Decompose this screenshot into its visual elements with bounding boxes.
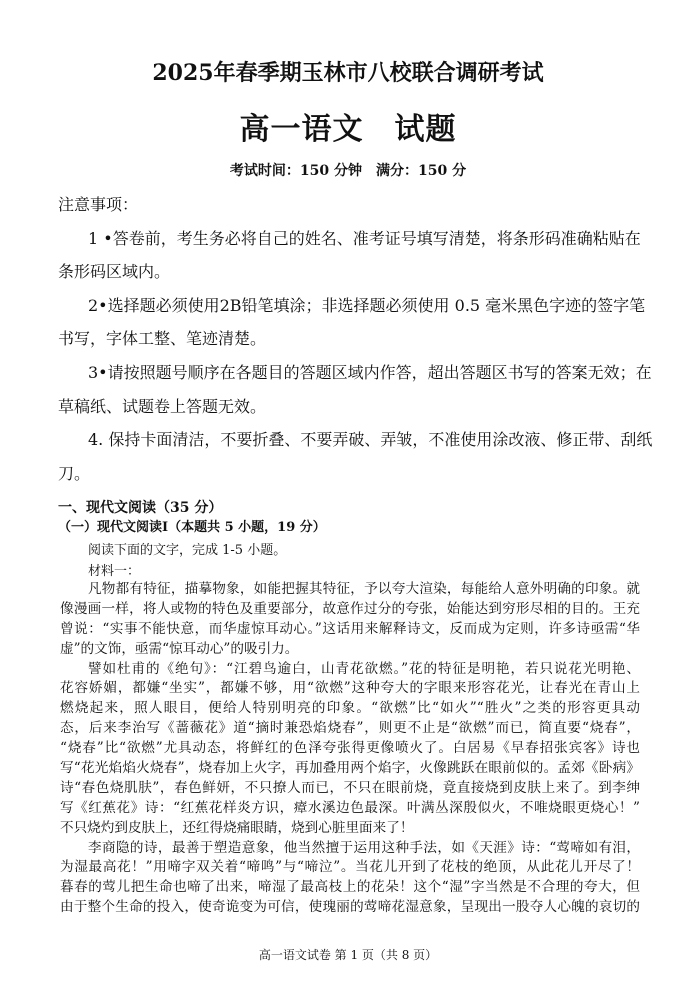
passage-line: “烧春”比“欲燃”尤具动态，将鲜红的色泽夸张得更像喷火了。白居易《早春招张宾客》诗也	[60, 740, 640, 757]
notes-heading: 注意事项：	[58, 195, 139, 214]
passage-line: 诗“春色烧肌肤”，春色鲜妍，不只撩人而已，不只在眼前烧，竟直接烧到皮肤上来了。到李绅	[60, 779, 640, 796]
passage-line: 写《红蕉花》诗：“红蕉花样炎方识，瘴水溪边色最深。叶满丛深殷似火，不唯烧眼更烧心！”	[60, 799, 640, 816]
page-footer: 高一语文试卷 第 1 页（共 8 页）	[258, 948, 438, 962]
note-line: 4. 保持卡面清洁，不要折叠、不要弄破、弄皱，不准使用涂改液、修正带、刮纸	[88, 430, 653, 450]
passage-line: 虚”的文饰，亟需“惊耳动心”的吸引力。	[60, 640, 299, 657]
passage-line: 为湿最高花！”用啼字双关着“啼鸣”与“啼泣”。当花儿开到了花枝的绝顶，从此花儿开尽了！	[60, 859, 640, 876]
note-line: 刀。	[58, 463, 91, 483]
passage-line: 花容娇媚，都嫌“坐实”，都嫌不够，用“欲燃”这种夸大的字眼来形容花光，让春光在青山上	[60, 680, 640, 697]
note-line: 草稿纸、试题卷上答题无效。	[58, 396, 267, 416]
exam-title: 2025年春季期玉林市八校联合调研考试	[152, 60, 544, 86]
material-label: 材料一：	[88, 564, 141, 579]
passage-line: 曾说：“实事不能快意，而华虚惊耳动心。”这话用来解释诗文，反而成为定则，许多诗亟需“华	[60, 620, 640, 637]
passage-line: 像漫画一样，将人或物的特色及重要部分，故意作过分的夸张，始能达到穷形尽相的目的。王充	[60, 600, 640, 617]
reading-passage	[60, 580, 640, 918]
exam-subtitle: 高一语文 试题	[239, 112, 457, 147]
note-line: 3•请按照题号顺序在各题目的答题区域内作答，超出答题区书写的答案无效；在	[88, 362, 652, 382]
passage-line: 燃烧起来，照人眼目，便给人特别明亮的印象。“欲燃”比“如火”“胜火”之类的形容更具动	[60, 700, 640, 717]
instruction: 阅读下面的文字，完成 1-5 小题。	[88, 543, 287, 558]
passage-line: 凡物都有特征，描摹物象，如能把握其特征，予以夸大渲染，每能给人意外明确的印象。就	[88, 581, 640, 597]
exam-info: 考试时间：150 分钟 满分：150 分	[229, 163, 467, 179]
passage-line: 由于整个生命的投入，使奇诡变为可信，使瑰丽的莺啼花湿意象，呈现出一股夺人心魄的哀切的	[60, 899, 640, 916]
note-line: 书写，字体工整、笔迹清楚。	[58, 329, 267, 349]
passage-line: 不只烧灼到皮肤上，还红得烧痛眼睛，烧到心脏里面来了！	[60, 819, 414, 836]
passage-line: 态，后来李治写《蔷薇花》道“摘时兼恐焰烧春”，则更不止是“欲燃”而已，简直要“烧春”，	[60, 720, 640, 737]
section-heading: 一、现代文阅读（35 分）	[58, 500, 223, 516]
passage-line: 写“花光焰焰火烧春”，烧春加上火字，再加叠用两个焰字，火像跳跃在眼前似的。孟郊《卧病》	[60, 760, 640, 777]
note-line: 1 •答卷前，考生务必将自己的姓名、准考证号填写清楚，将条形码准确粘贴在	[88, 228, 641, 248]
passage-line: 李商隐的诗，最善于塑造意象，他当然擅于运用这种手法，如《天涯》诗：“莺啼如有泪，	[88, 839, 640, 856]
passage-line: 譬如杜甫的《绝句》：“江碧鸟逾白，山青花欲燃。”花的特征是明艳，若只说花光明艳、	[88, 660, 640, 677]
notes-section	[58, 188, 653, 490]
note-line: 2•选择题必须使用2B铅笔填涂；非选择题必须使用 0.5 毫米黑色字迹的签字笔	[88, 295, 646, 315]
note-line: 条形码区域内。	[58, 262, 171, 282]
subsection-heading: （一）现代文阅读Ⅰ（本题共 5 小题，19 分）	[58, 520, 326, 535]
passage-line: 暮春的莺儿把生命也啼了出来，啼湿了最高枝上的花朵！这个“湿”字当然是不合理的夸大，但	[60, 879, 640, 896]
